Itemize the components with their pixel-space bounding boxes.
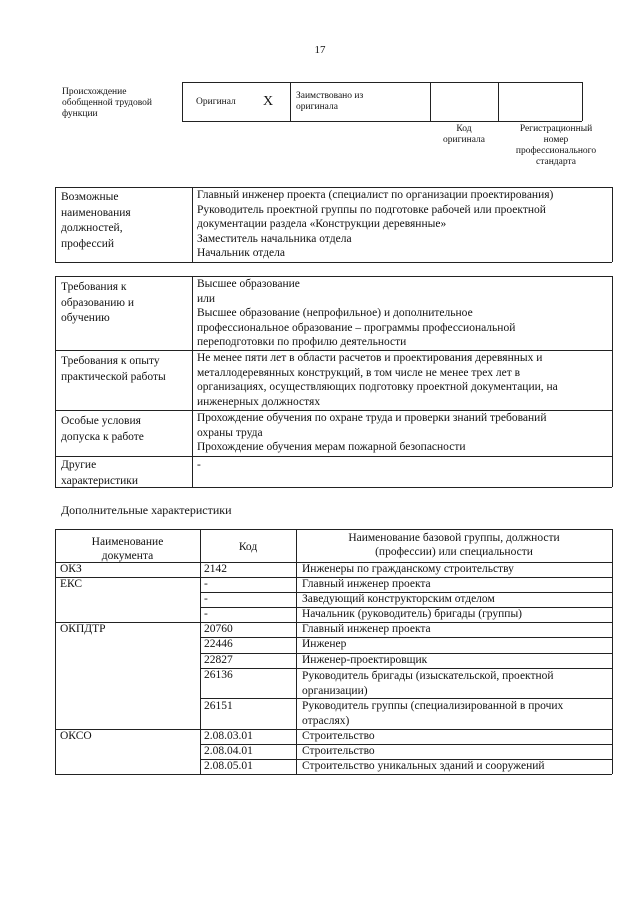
req-value-line: организациях, осуществляющих подготовку проектной документации, на <box>197 381 558 393</box>
req-left-border <box>55 276 56 487</box>
add-header-name-line: (профессии) или специальности <box>375 546 533 558</box>
positions-bottom-border <box>55 262 612 263</box>
add-code: 22446 <box>204 638 233 650</box>
positions-label-line: профессий <box>61 237 115 250</box>
add-doc: ОКПДТР <box>60 623 106 635</box>
add-code: 2.08.03.01 <box>204 730 253 742</box>
add-name <box>302 593 610 607</box>
req-value-line: переподготовки по профилю деятельности <box>197 336 407 348</box>
add-name-line: Инженер-проектировщик <box>302 654 428 666</box>
positions-right-border <box>612 187 613 262</box>
req-row-divider <box>55 456 612 457</box>
add-name-line: Строительство уникальных зданий и сооружений <box>302 760 545 772</box>
req-label-line: Особые условия <box>61 415 141 427</box>
add-code: 26151 <box>204 700 233 712</box>
add-name-line: организации) <box>302 684 368 697</box>
add-name-line: Главный инженер проекта <box>302 623 431 635</box>
add-name-line: Руководитель группы (специализированной в прочих <box>302 700 564 712</box>
add-name <box>302 608 610 622</box>
code-caption-line: оригинала <box>443 135 485 145</box>
add-name <box>302 760 610 774</box>
origin-label <box>62 87 182 120</box>
req-value-line: охраны труда <box>197 426 263 439</box>
positions-value-line: Начальник отдела <box>197 247 285 259</box>
add-name <box>302 745 610 759</box>
req-value-line: Не менее пяти лет в области расчетов и проектирования деревянных и <box>197 352 543 364</box>
code-caption-line: Код <box>456 124 472 134</box>
add-code: 2.08.05.01 <box>204 760 253 772</box>
origin-label-line: обобщенной трудовой <box>62 98 152 108</box>
origin-divider <box>582 82 583 121</box>
positions-value-line: документации раздела «Конструкции деревянные» <box>197 218 447 230</box>
req-right-border <box>612 276 613 487</box>
add-name-line: Главный инженер проекта <box>302 578 431 590</box>
add-code: 2142 <box>204 563 227 575</box>
add-table-bottom <box>55 774 612 775</box>
req-value-line: Высшее образование <box>197 278 300 290</box>
req-other-value <box>197 458 609 473</box>
add-code: 2.08.04.01 <box>204 745 253 757</box>
add-header-doc <box>55 535 200 563</box>
origin-divider <box>430 82 431 121</box>
req-label-line: допуска к работе <box>61 430 144 443</box>
origin-top-border <box>182 82 582 83</box>
add-header-name-line: Наименование базовой группы, должности <box>348 532 560 544</box>
positions-value <box>197 188 609 261</box>
original-label: Оригинал <box>196 97 236 107</box>
add-name-line: Инженеры по гражданскому строительству <box>302 563 514 575</box>
origin-divider <box>498 82 499 121</box>
req-education-label <box>61 280 189 327</box>
add-doc: ОКЗ <box>60 563 82 575</box>
add-table-top <box>55 529 612 530</box>
page-number: 17 <box>314 44 326 56</box>
req-admission-value <box>197 411 609 455</box>
add-name <box>302 730 610 744</box>
positions-label <box>61 190 189 252</box>
origin-label-line: Происхождение <box>62 87 127 97</box>
req-label-line: образованию и <box>61 296 134 309</box>
origin-label-line: функции <box>62 109 98 119</box>
add-name-line: Руководитель бригады (изыскательской, проектной <box>302 670 554 682</box>
borrowed-line: оригинала <box>296 102 338 112</box>
req-experience-value <box>197 351 609 409</box>
req-label-line: характеристики <box>61 474 139 487</box>
req-value-line: или <box>197 292 216 305</box>
req-value-line: инженерных должностях <box>197 395 321 408</box>
add-code: 22827 <box>204 654 233 666</box>
req-label-line: практической работы <box>61 370 166 383</box>
add-name-line: отраслях) <box>302 714 350 727</box>
req-other-label <box>61 458 189 489</box>
positions-left-border <box>55 187 56 262</box>
add-name-line: Строительство <box>302 745 375 757</box>
req-value-line: - <box>197 459 201 471</box>
add-code: - <box>204 578 208 590</box>
add-name <box>302 638 610 652</box>
req-education-value <box>197 277 609 350</box>
regnum-caption-line: профессионального <box>515 146 597 156</box>
req-label-line: обучению <box>61 312 110 324</box>
add-col-divider <box>200 529 201 774</box>
borrowed-line: Заимствовано из <box>296 91 364 101</box>
positions-value-line: Главный инженер проекта (специалист по организации проектирования) <box>197 189 554 201</box>
add-name-line: Заведующий конструкторским отделом <box>302 593 495 605</box>
add-name <box>302 699 610 728</box>
add-name <box>302 578 610 592</box>
add-header-doc-line: Наименование <box>91 536 164 548</box>
positions-label-line: Возможные <box>61 191 119 203</box>
positions-divider <box>192 187 193 262</box>
add-name <box>302 654 610 668</box>
positions-value-line: Руководитель проектной группы по подготовке рабочей или проектной <box>197 203 546 216</box>
regnum-caption-line: стандарта <box>536 157 576 167</box>
original-mark: X <box>263 94 274 109</box>
req-experience-label <box>61 354 189 385</box>
add-name <box>302 669 610 698</box>
additional-heading: Дополнительные характеристики <box>61 504 232 517</box>
positions-label-line: должностей, <box>61 222 123 234</box>
add-header-doc-line: документа <box>101 550 154 562</box>
borrowed-label <box>296 91 426 113</box>
req-value-line: Высшее образование (непрофильное) и дополнительное <box>197 307 473 319</box>
req-value-line: Прохождение обучения по охране труда и проверки знаний требований <box>197 412 547 424</box>
regnum-caption-line: Регистрационный <box>519 124 593 134</box>
add-doc: ЕКС <box>60 578 83 590</box>
positions-label-line: наименования <box>61 206 131 219</box>
add-doc: ОКСО <box>60 730 92 742</box>
add-code: - <box>204 608 208 620</box>
req-label-line: Требования к опыту <box>61 355 160 367</box>
add-table-left <box>55 529 56 774</box>
req-value-line: профессиональное образование – программы профессиональной <box>197 321 516 334</box>
add-name <box>302 563 610 577</box>
add-name-line: Начальник (руководитель) бригады (группы) <box>302 608 523 620</box>
origin-bottom-border <box>182 121 582 122</box>
add-code: 26136 <box>204 669 233 681</box>
req-label-line: Требования к <box>61 281 127 293</box>
add-code: - <box>204 593 208 605</box>
code-caption <box>430 124 498 146</box>
req-admission-label <box>61 414 189 445</box>
add-col-divider <box>296 529 297 774</box>
add-code: 20760 <box>204 623 233 635</box>
add-name <box>302 623 610 637</box>
add-table-right <box>612 529 613 774</box>
add-header-name <box>296 531 612 559</box>
origin-divider <box>182 82 183 121</box>
add-header-code: Код <box>238 541 258 553</box>
req-value-line: металлодеревянных конструкций, в том числе не менее трех лет в <box>197 366 521 379</box>
regnum-caption-line: номер <box>543 135 569 145</box>
add-name-line: Инженер <box>302 638 347 650</box>
positions-value-line: Заместитель начальника отдела <box>197 232 352 245</box>
add-name-line: Строительство <box>302 730 375 742</box>
regnum-caption <box>498 124 614 168</box>
origin-divider <box>290 82 291 121</box>
req-value-line: Прохождение обучения мерам пожарной безопасности <box>197 441 466 453</box>
req-divider <box>192 276 193 487</box>
req-label-line: Другие <box>61 459 97 471</box>
